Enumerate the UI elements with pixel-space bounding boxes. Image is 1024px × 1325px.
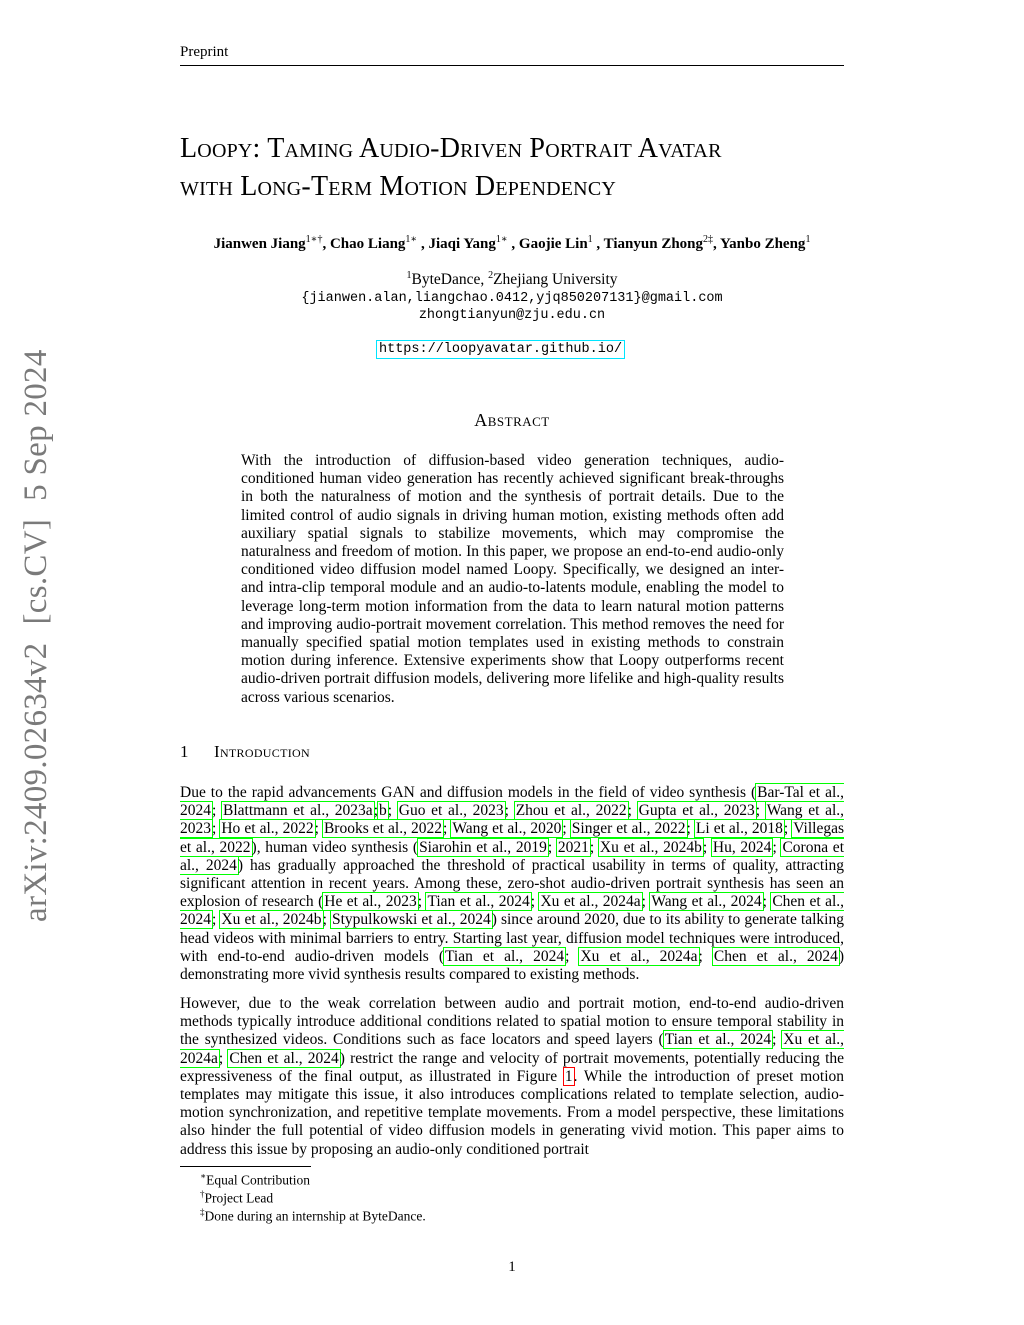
citation-link[interactable]: Hu, 2024	[712, 838, 772, 856]
footnote-mark: ∗	[200, 1171, 207, 1181]
section-number: 1	[180, 742, 189, 761]
arxiv-date: 5 Sep 2024	[18, 349, 54, 501]
body-text: ;	[314, 820, 323, 838]
header-rule	[180, 65, 844, 66]
citation-link[interactable]: Brooks et al., 2022	[323, 820, 442, 838]
email-zju: zhongtianyun@zju.edu.cn	[418, 308, 606, 323]
body-text: ;	[702, 838, 712, 856]
body-text: ;	[589, 838, 599, 856]
citation-link[interactable]: Wang et al., 2024	[651, 893, 762, 911]
body-text: ;	[772, 838, 782, 856]
citation-link[interactable]: Ho et al., 2022	[221, 820, 314, 838]
citation-link[interactable]: Guo et al., 2023	[398, 802, 504, 820]
body-text: ) restrict the range and velocity of portrait movements, potentially reducing the expressiveness of the final output, as illustrated in Figure	[180, 1049, 845, 1085]
section-heading	[180, 742, 310, 762]
citation-link[interactable]: Xu et al., 2024b	[599, 838, 702, 856]
figure-ref-link[interactable]: 1	[564, 1067, 573, 1085]
citation-link[interactable]: Blattmann et al., 2023a	[223, 802, 373, 820]
citation-link[interactable]: Gupta et al., 2023	[638, 802, 755, 820]
body-text: ;	[212, 820, 221, 838]
body-text: ) has gradually approached the threshold of practical usability in terms of quality, attracting significant attention in recent years. Among these, zero-shot audio-driven portrait synthesis has seen an explosion of research (	[180, 856, 845, 911]
citation-link[interactable]: Xu et al., 2024b	[221, 911, 322, 929]
arxiv-side-stamp	[18, 349, 55, 922]
body-text: ;	[641, 893, 651, 911]
author-name: Tianyun Zhong	[603, 236, 704, 252]
footnote-text: Project Lead	[204, 1190, 274, 1206]
author-marks: 1∗	[495, 234, 508, 245]
abstract-heading: Abstract	[474, 410, 550, 430]
arxiv-id[interactable]: arXiv:2409.02634v2	[18, 642, 54, 922]
author-list: Jianwen Jiang$^{1∗\dagger}$, Chao Liang$^{1∗}$ , Jiaqi Yang$^{1∗}$ , Gaojie Lin$^1$ , Tianyun Zhong$^{2\ddagger}$, Yanbo Zheng$^1$	[213, 234, 811, 252]
footnote-mark: ‡	[200, 1207, 205, 1217]
citation-link[interactable]: Singer et al., 2022	[571, 820, 686, 838]
author-marks: 1	[805, 234, 811, 245]
author-name: Jiaqi Yang	[428, 236, 496, 252]
body-text: ) demonstrating more vivid synthesis results compared to existing methods.	[180, 947, 845, 984]
citation-link[interactable]: Xu et al., 2024a	[580, 947, 698, 965]
paper-title	[180, 130, 860, 206]
citation-link[interactable]: Tian et al., 2024	[427, 893, 530, 911]
citation-link[interactable]: Siarohin et al., 2019	[419, 838, 547, 856]
email-gmail: {jianwen.alan,liangchao.0412,yjq850207131}@gmail.com	[301, 291, 723, 306]
project-url-link[interactable]: https://loopyavatar.github.io/	[376, 340, 625, 359]
footnote	[200, 1207, 426, 1225]
footnote-text: Equal Contribution	[206, 1172, 310, 1188]
body-text: ;	[218, 1049, 229, 1067]
affiliation-bytedance: ByteDance,	[411, 271, 485, 289]
body-text: ;	[562, 820, 571, 838]
body-text: ;	[387, 802, 398, 820]
body-text: ;	[772, 1031, 783, 1049]
citation-link[interactable]: Chen et al., 2024	[180, 893, 844, 929]
citation-link[interactable]: Villegas et al., 2022	[180, 820, 845, 856]
citation-link[interactable]: Stypulkowski et al., 2024	[331, 911, 491, 929]
author-marks: 1∗†	[305, 234, 323, 245]
footnote-mark: †	[200, 1189, 205, 1199]
citation-link[interactable]: Bar-Tal et al., 2024	[180, 784, 844, 820]
running-head: Preprint	[180, 44, 229, 60]
intro-paragraph-2	[180, 995, 844, 1159]
citation-link[interactable]: Wang et al., 2023	[180, 802, 845, 838]
body-text: However, due to the weak correlation between audio and portrait motion, end-to-end audio-driven methods typically introduce additional conditions related to spatial motion to ensure temporal stability in the synthesized videos. Conditions such as face locators and speed layers (	[180, 995, 844, 1049]
body-text: ;	[212, 911, 221, 929]
citation-link[interactable]: Zhou et al., 2022	[515, 802, 627, 820]
body-text: ) since around 2020, due to its ability to generate talking head videos with minimal barriers to entry. Starting last year, diffusion model techniques were introduced, with end-to-end audio-driven models (	[180, 911, 844, 965]
footnote	[200, 1189, 273, 1207]
author-marks: 2‡	[703, 234, 714, 245]
author-name: Chao Liang	[329, 236, 406, 252]
body-text: ;	[627, 802, 638, 820]
affiliation-mark: 2	[488, 270, 494, 281]
author-name: Jianwen Jiang	[213, 236, 306, 252]
body-text: Due to the rapid advancements GAN and diffusion models in the field of video synthesis (	[180, 784, 757, 801]
abstract-text: With the introduction of diffusion-based video generation techniques, audio-conditioned human video generation has recently achieved significant break-throughs in both the naturalness of motion and the synthesis of portrait details. Due to the limited control of audio signals in driving human motion, existing methods often add auxiliary spatial signals to stabilize movements, which may compromise the naturalness and freedom of motion. In this paper, we propose an end-to-end audio-only conditioned video diffusion model named Loopy. Specifically, we designed an inter- and intra-clip temporal module and an audio-to-latents module, enabling the model to leverage long-term motion information from the data to learn natural motion patterns and improving audio-portrait movement correlation. This method removes the need for manually specified spatial motion templates used in existing methods to constrain motion during inference. Extensive experiments show that Loopy outperforms recent audio-driven portrait diffusion models, delivering more lifelike and high-quality results across various scenarios.	[241, 452, 784, 706]
citation-link[interactable]: Chen et al., 2024	[229, 1049, 339, 1067]
author-name: Yanbo Zheng	[719, 236, 806, 252]
footnote-rule	[180, 1166, 311, 1167]
section-title: Introduction	[214, 742, 310, 761]
footnote	[200, 1171, 310, 1189]
body-text: ;	[783, 820, 793, 838]
citation-link[interactable]: Chen et al., 2024	[713, 947, 838, 965]
body-text: ;	[547, 838, 557, 856]
affiliation-mark: 1	[406, 270, 412, 281]
intro-paragraph-1	[180, 784, 844, 984]
body-text: ;	[686, 820, 695, 838]
body-text: . While the introduction of preset motion templates may mitigate this issue, it also introduces complications related to template selection, audio-motion synchronization, and repetitive template movements. From a model perspective, these limitations also hinder the full potential of video diffusion models in generating vivid motion. This paper aims to address this issue by proposing an audio-only conditioned portrait	[180, 1067, 845, 1158]
body-text: ;	[322, 911, 331, 929]
citation-link[interactable]: Tian et al., 2024	[445, 947, 565, 965]
citation-link[interactable]: b	[379, 802, 387, 820]
author-name: Gaojie Lin	[518, 236, 588, 252]
body-text: ;	[212, 802, 223, 820]
citation-link[interactable]: Xu et al., 2024a	[180, 1031, 845, 1067]
body-text: ;	[373, 802, 378, 820]
body-text: ;	[530, 893, 540, 911]
affiliation-zju: Zhejiang University	[493, 271, 618, 289]
body-text: ;	[565, 947, 580, 965]
title-line-1: Loopy: Taming Audio-Driven Portrait Avatar	[180, 133, 722, 164]
footnote-text: Done during an internship at ByteDance.	[204, 1208, 426, 1224]
citation-link[interactable]: Wang et al., 2020	[452, 820, 562, 838]
author-marks: 1∗	[405, 234, 418, 245]
title-line-2: with Long-Term Motion Dependency	[180, 171, 617, 202]
citation-link[interactable]: Tian et al., 2024	[664, 1031, 772, 1049]
body-text: ;	[504, 802, 515, 820]
arxiv-category: [cs.CV]	[18, 518, 54, 625]
body-text: ;	[762, 893, 772, 911]
author-marks: 1	[587, 234, 593, 245]
body-text: ;	[443, 820, 452, 838]
citation-link[interactable]: Li et al., 2018	[695, 820, 783, 838]
citation-link[interactable]: Xu et al., 2024a	[540, 893, 641, 911]
affiliations	[180, 270, 844, 289]
page-number: 1	[508, 1259, 516, 1275]
citation-link[interactable]: 2021	[557, 838, 589, 856]
citation-link[interactable]: He et al., 2023	[324, 893, 417, 911]
citation-link[interactable]: Corona et al., 2024	[180, 838, 844, 874]
body-text: ;	[698, 947, 713, 965]
body-text: ;	[417, 893, 427, 911]
body-text: ), human video synthesis (	[251, 838, 419, 856]
body-text: ;	[755, 802, 766, 820]
